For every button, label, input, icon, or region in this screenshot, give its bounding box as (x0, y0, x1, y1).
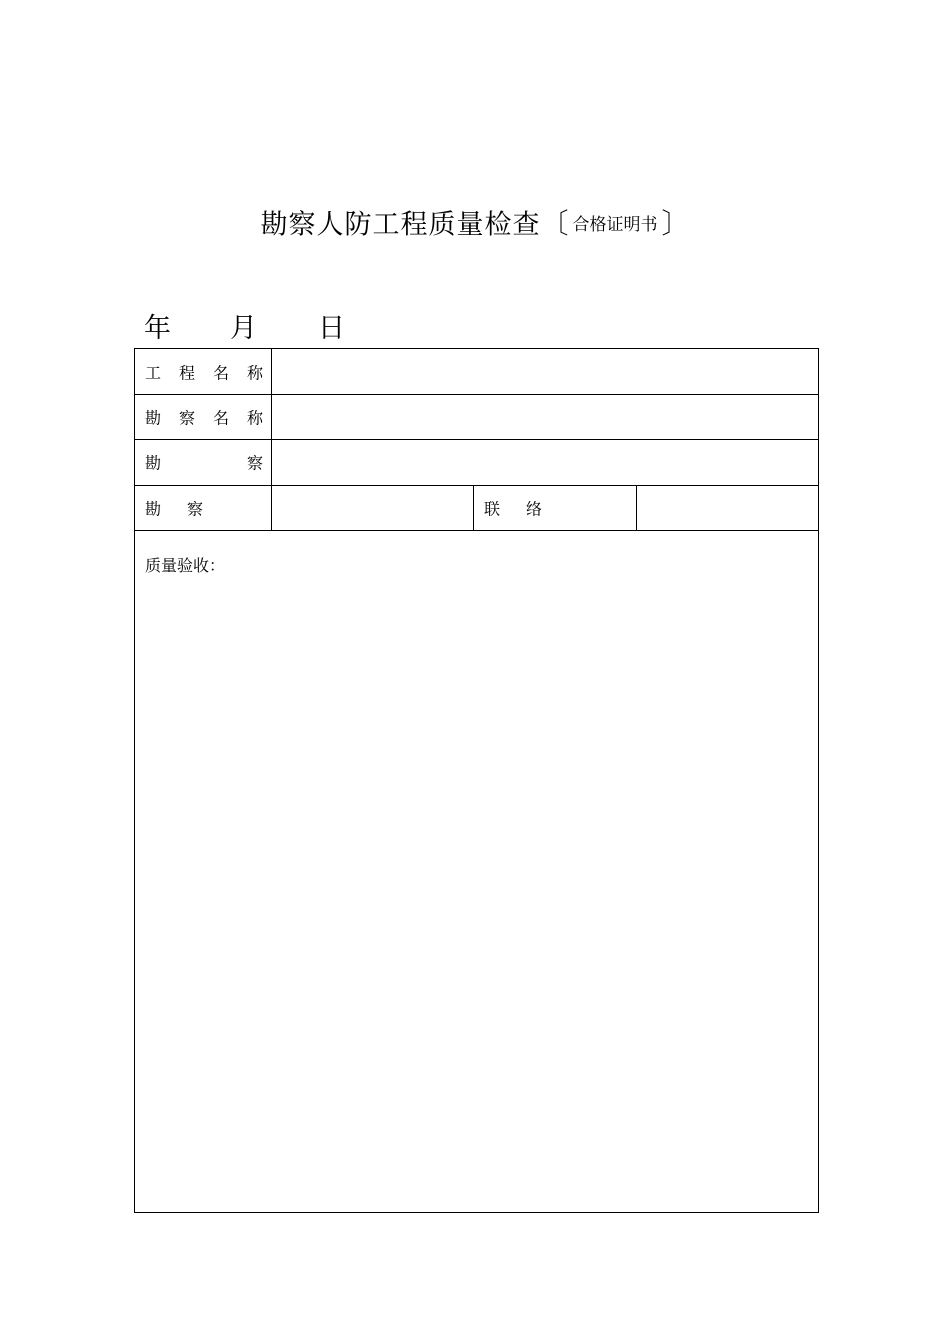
date-year: 年 (144, 313, 171, 344)
project-name-label (145, 360, 263, 383)
title-subtitle: 合格证明书 (572, 214, 658, 235)
date-month: 月 (230, 313, 257, 344)
label-char: 勘 (145, 453, 162, 473)
label-char: 察 (246, 453, 263, 473)
contact-field[interactable] (638, 485, 818, 530)
survey-contact-label (145, 496, 203, 519)
survey-name-field[interactable] (273, 394, 818, 439)
title-close-bracket: 〕 (661, 207, 690, 240)
row-survey-contact (135, 485, 818, 531)
label-char: 勘 (145, 408, 162, 427)
title-open-bracket: 〔 (540, 207, 569, 240)
label-char: 察 (178, 408, 195, 427)
label-char: 联 (484, 499, 501, 518)
survey-field[interactable] (273, 439, 818, 485)
label-char: 名 (212, 408, 229, 427)
column-divider (271, 485, 272, 530)
row-survey (135, 439, 818, 486)
label-char: 络 (526, 499, 543, 518)
survey-name-label (145, 405, 263, 428)
project-name-field[interactable] (273, 349, 818, 394)
quality-acceptance-label: 质量验收： (145, 556, 226, 575)
column-divider (271, 349, 272, 394)
label-char: 察 (187, 499, 204, 518)
contact-label (484, 496, 542, 519)
row-project-name (135, 349, 818, 395)
title-main: 勘察人防工程质量检查 (260, 209, 541, 241)
label-char: 勘 (145, 499, 162, 518)
label-char: 称 (246, 363, 263, 382)
document-title (0, 202, 950, 242)
date-line (144, 306, 345, 345)
column-divider (271, 394, 272, 439)
column-divider (271, 439, 272, 485)
column-divider (636, 485, 637, 530)
inspection-form-table (134, 348, 819, 1213)
column-divider (473, 485, 474, 530)
date-day: 日 (318, 313, 345, 344)
row-survey-name (135, 394, 818, 440)
survey-label (145, 451, 263, 474)
label-char: 名 (212, 363, 229, 382)
label-char: 工 (145, 363, 162, 382)
label-char: 称 (246, 408, 263, 427)
quality-acceptance-area[interactable] (135, 531, 818, 1212)
survey-contact-field[interactable] (273, 485, 473, 530)
label-char: 程 (178, 363, 195, 382)
